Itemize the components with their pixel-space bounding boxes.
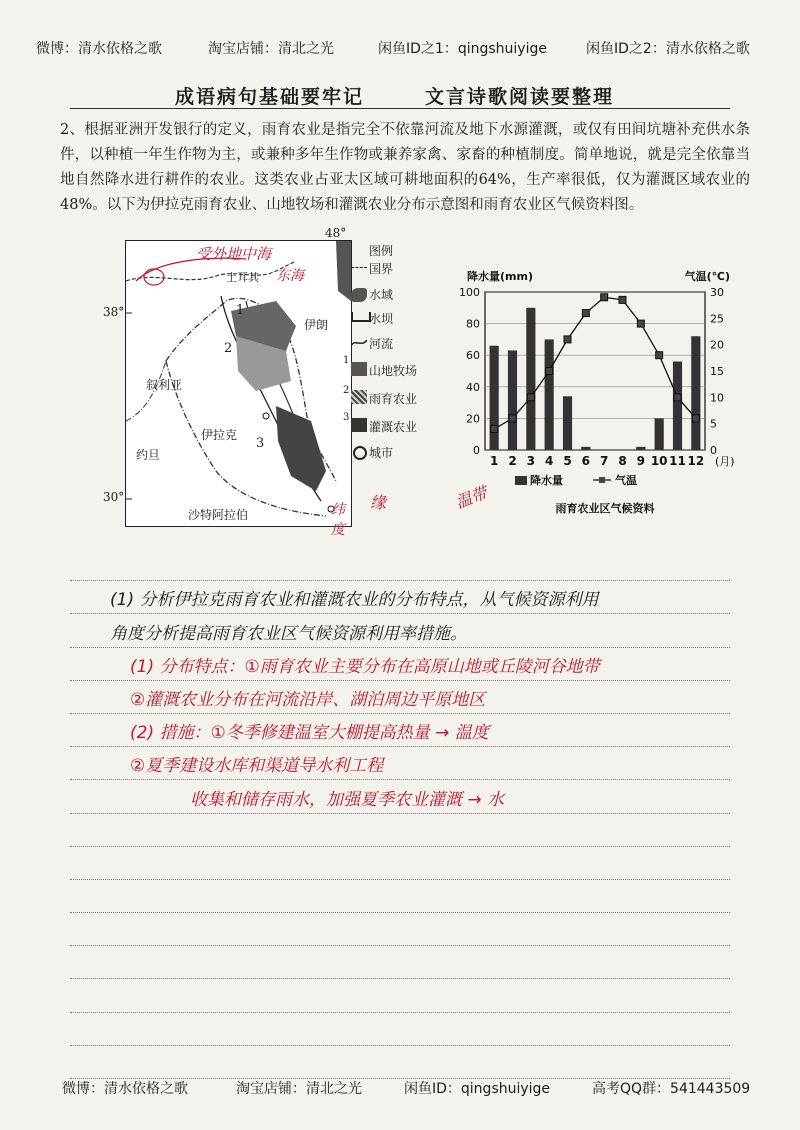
country-jordan: 约旦 [136,448,161,462]
legend-river: 河流 [369,337,394,351]
header-weibo: 微博：清水依格之歌 [36,41,162,57]
handwritten-answer-line: (1) 分析伊拉克雨育农业和灌溉农业的分布特点，从气候资源利用 [110,590,599,611]
legend-irrigated: 灌溉农业 [369,420,418,434]
ruled-line [70,581,730,614]
temperature-point [491,425,498,432]
x-unit: (月) [715,455,735,468]
x-tick: 11 [669,454,686,468]
map-region-2: 2 [224,341,233,356]
x-tick: 3 [526,454,536,468]
legend-border: 国界 [369,262,394,276]
answer-lines [70,548,730,1079]
irrigated-agriculture-icon [351,418,367,432]
x-tick: 7 [599,454,609,468]
header-xianyu-1: 闲鱼ID之1：qingshuiyige [378,41,547,57]
x-tick: 2 [508,454,517,468]
temperature-point [637,320,644,327]
country-saudi: 沙特阿拉伯 [188,508,249,522]
rainfed-agriculture-icon [351,390,367,404]
lon-label-48: 48° [325,226,347,240]
water-body [336,241,351,301]
map-region-3: 3 [256,436,265,451]
city-marker [263,413,269,419]
border-icon [351,267,367,282]
legend-water: 水域 [369,288,394,302]
precip-bar [655,418,664,450]
ruled-line [70,847,730,880]
y-right-tick: 20 [710,338,724,352]
iraq-map [125,240,352,538]
y-right-tick: 10 [710,391,724,405]
river-icon [351,336,367,350]
figure-note-2: 温带 [453,483,490,512]
lat-label-30: 30° [103,490,125,504]
y-right-tick: 0 [710,444,717,457]
temperature-point [582,310,589,317]
x-tick: 6 [581,454,591,468]
legend-precip-swatch [515,476,527,485]
precip-bar [563,396,572,450]
y-left-tick: 80 [466,317,480,331]
temperature-point [601,294,608,301]
x-tick: 4 [544,454,554,468]
y-left-label: 降水量(mm) [467,270,533,283]
precip-bar [691,336,700,450]
chart-caption: 雨育农业区气候资料 [555,502,655,515]
figure-note-1: 缘 [370,493,387,512]
legend-title: 图例 [369,244,394,258]
legend-number-1: 1 [343,355,350,366]
precip-bar [526,308,535,450]
legend-dam: 水坝 [369,312,394,326]
precip-bar [673,362,682,450]
ruled-line [70,648,730,681]
precip-bar [636,447,645,450]
ruled-line [70,1046,730,1079]
legend-precip: 降水量 [530,474,563,487]
legend-rainfed: 雨育农业 [369,392,418,406]
question-text: 2、根据亚洲开发银行的定义，雨育农业是指完全不依靠河流及地下水源灌溉，或仅有田间坑塘补充供水条件，以种植一年生作物为主，或兼种多年生作物或兼养家禽、家畜的种植制度。简单地说，就是完全依靠当地自然降水进行耕作的农业。这类农业占亚太区域可耕地面积的64%，生产率很低，仅为灌溉区域农业的48%。以下为伊拉克雨育农业、山地牧场和灌溉农业分布示意图和雨育农业区气候资料图。 [60,122,750,213]
banner-left: 成语病句基础要牢记 [175,86,365,108]
banner-right: 文言诗歌阅读要整理 [425,86,615,108]
precip-bar [490,346,499,450]
handwritten-answer-line: ②夏季建设水库和渠道导水利工程 [130,756,384,777]
temperature-point [692,415,699,422]
y-right-label: 气温(℃) [684,270,730,283]
x-tick: 8 [618,454,627,468]
map-region-1: 1 [236,303,245,318]
climate-chart-svg [455,240,745,525]
x-tick: 5 [563,454,572,468]
country-iraq: 伊拉克 [201,428,238,442]
handwritten-answer-line: (2) 措施：①冬季修建温室大棚提高热量 → 温度 [130,723,489,744]
y-left-tick: 40 [466,380,480,394]
footer-qq: 高考QQ群：541443509 [592,1081,751,1097]
mountain-pasture-icon [351,362,367,376]
page-header [0,38,800,60]
precip-bar [545,339,554,450]
legend-temp: 气温 [615,474,637,487]
figure [103,226,735,538]
ruled-line [70,1013,730,1046]
lat-label-38: 38° [103,305,125,319]
y-right-tick: 30 [710,286,724,299]
y-left-tick: 100 [459,286,480,299]
ruled-line [70,548,730,581]
country-syria: 叙利亚 [146,378,183,392]
temperature-point [619,296,626,303]
ruled-line [70,747,730,780]
city-icon [353,446,367,460]
map-note-2: 东海 [276,268,304,284]
temperature-line [494,297,696,429]
header-taobao: 淘宝店铺：清北之光 [208,41,334,57]
x-tick: 12 [687,454,705,468]
x-tick: 1 [489,454,499,468]
irrigated-agriculture-region [276,406,326,491]
footer-weibo: 微博：清水依格之歌 [62,1081,188,1097]
footer-taobao: 淘宝店铺：清北之光 [236,1081,362,1097]
handwritten-answer-line: 收集和储存雨水，加强夏季农业灌溉 → 水 [190,789,505,810]
dam-icon [351,312,371,322]
temperature-point [546,368,553,375]
handwritten-answer-line: 角度分析提高雨育农业区气候资源利用率措施。 [110,623,467,644]
ruled-line [70,946,730,979]
precip-bar [581,447,590,450]
y-right-tick: 5 [710,417,717,431]
map-note-3: 纬度 [331,502,345,538]
ruled-line [70,681,730,714]
plot-frame [485,292,705,450]
x-tick: 9 [636,454,646,468]
climate-chart [455,240,745,525]
section-banner [70,80,730,109]
temperature-point [509,415,516,422]
legend-number-3: 3 [343,412,350,423]
ruled-line [70,814,730,847]
temperature-point [527,394,534,401]
temperature-point [656,352,663,359]
header-xianyu-2: 闲鱼ID之2：清水依格之歌 [586,41,750,57]
y-left-tick: 20 [466,412,480,426]
country-turkey: 土耳其 [226,271,259,284]
legend-temp-marker [599,477,605,483]
ruled-line [70,880,730,913]
y-right-tick: 25 [710,312,724,326]
map-note-1: 受外地中海 [196,245,272,263]
x-tick: 10 [650,454,668,468]
legend-city: 城市 [369,446,394,460]
legend-mountain-pasture: 山地牧场 [369,364,418,378]
page-footer [0,1078,800,1100]
temperature-point [564,336,571,343]
temperature-point [674,394,681,401]
map-legend [343,240,457,470]
y-left-tick: 60 [466,349,480,363]
handwritten-answer-line: (1) 分布特点：①雨育农业主要分布在高原山地或丘陵河谷地带 [130,656,600,677]
ruled-line [70,780,730,813]
water-icon [351,288,367,302]
y-left-tick: 0 [473,444,480,457]
handwritten-answer-line: ②灌溉农业分布在河流沿岸、湖泊周边平原地区 [130,689,486,710]
legend-number-2: 2 [343,385,350,396]
ruled-line [70,714,730,747]
y-right-tick: 15 [710,365,724,378]
ruled-line [70,913,730,946]
ruled-line [70,614,730,647]
precip-bar [508,350,517,450]
footer-xianyu: 闲鱼ID：qingshuiyige [404,1081,551,1097]
country-iran: 伊朗 [304,318,329,332]
ruled-line [70,979,730,1012]
